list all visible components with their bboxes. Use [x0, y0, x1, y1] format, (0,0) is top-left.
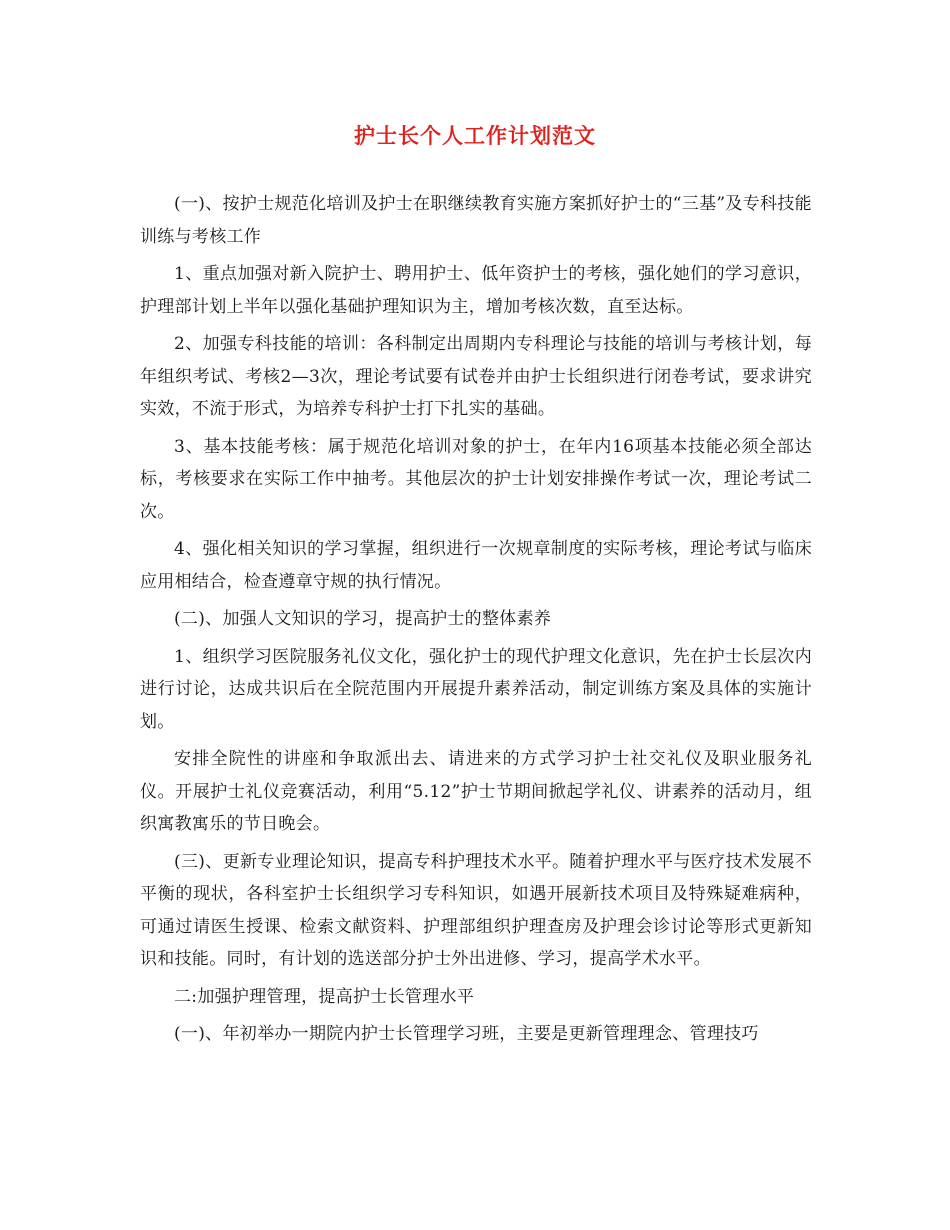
paragraph: (二)、加强人文知识的学习，提高护士的整体素养: [174, 609, 552, 629]
paragraph: (三)、更新专业理论知识，提高专科护理技术水平。随着护理水平与医疗技术发展不平衡的现状，各科室护士长组织学习专科知识，如遇开展新技术项目及特殊疑难病种，可通过请医生授课、检索文献资料、护理部组织护理查房及护理会诊讨论等形式更新知识和技能。同时，有计划的选送部分护士外出进修、学习，提高学术水平。: [140, 851, 812, 969]
document-title: 护士长个人工作计划范文: [354, 123, 596, 148]
document-body: [140, 188, 812, 1056]
paragraph: 二:加强护理管理，提高护士长管理水平: [174, 986, 475, 1007]
paragraph: 1、组织学习医院服务礼仪文化，强化护士的现代护理文化意识，先在护士长层次内进行讨论，达成共识后在全院范围内开展提升素养活动，制定训练方案及具体的实施计划。: [140, 646, 812, 732]
paragraph: (一)、年初举办一期院内护士长管理学习班，主要是更新管理理念、管理技巧: [174, 1024, 759, 1044]
paragraph: 3、基本技能考核：属于规范化培训对象的护士，在年内16项基本技能必须全部达标，考核要求在实际工作中抽考。其他层次的护士计划安排操作考试一次，理论考试二次。: [140, 436, 812, 522]
paragraph: (一)、按护士规范化培训及护士在职继续教育实施方案抓好护士的“三基”及专科技能训练与考核工作: [140, 194, 812, 247]
paragraph: 安排全院性的讲座和争取派出去、请进来的方式学习护士社交礼仪及职业服务礼仪。开展护士礼仪竞赛活动，利用“5.12”护士节期间掀起学礼仪、讲素养的活动月，组织寓教寓乐的节日晚会。: [140, 749, 812, 834]
paragraph: 1、重点加强对新入院护士、聘用护士、低年资护士的考核，强化她们的学习意识，护理部计划上半年以强化基础护理知识为主，增加考核次数，直至达标。: [140, 264, 812, 317]
paragraph: 2、加强专科技能的培训：各科制定出周期内专科理论与技能的培训与考核计划，每年组织考试、考核2—3次，理论考试要有试卷并由护士长组织进行闭卷考试，要求讲究实效，不流于形式，为培养专科护士打下扎实的基础。: [140, 334, 812, 419]
paragraph: 4、强化相关知识的学习掌握，组织进行一次规章制度的实际考核，理论考试与临床应用相结合，检查遵章守规的执行情况。: [140, 539, 812, 592]
